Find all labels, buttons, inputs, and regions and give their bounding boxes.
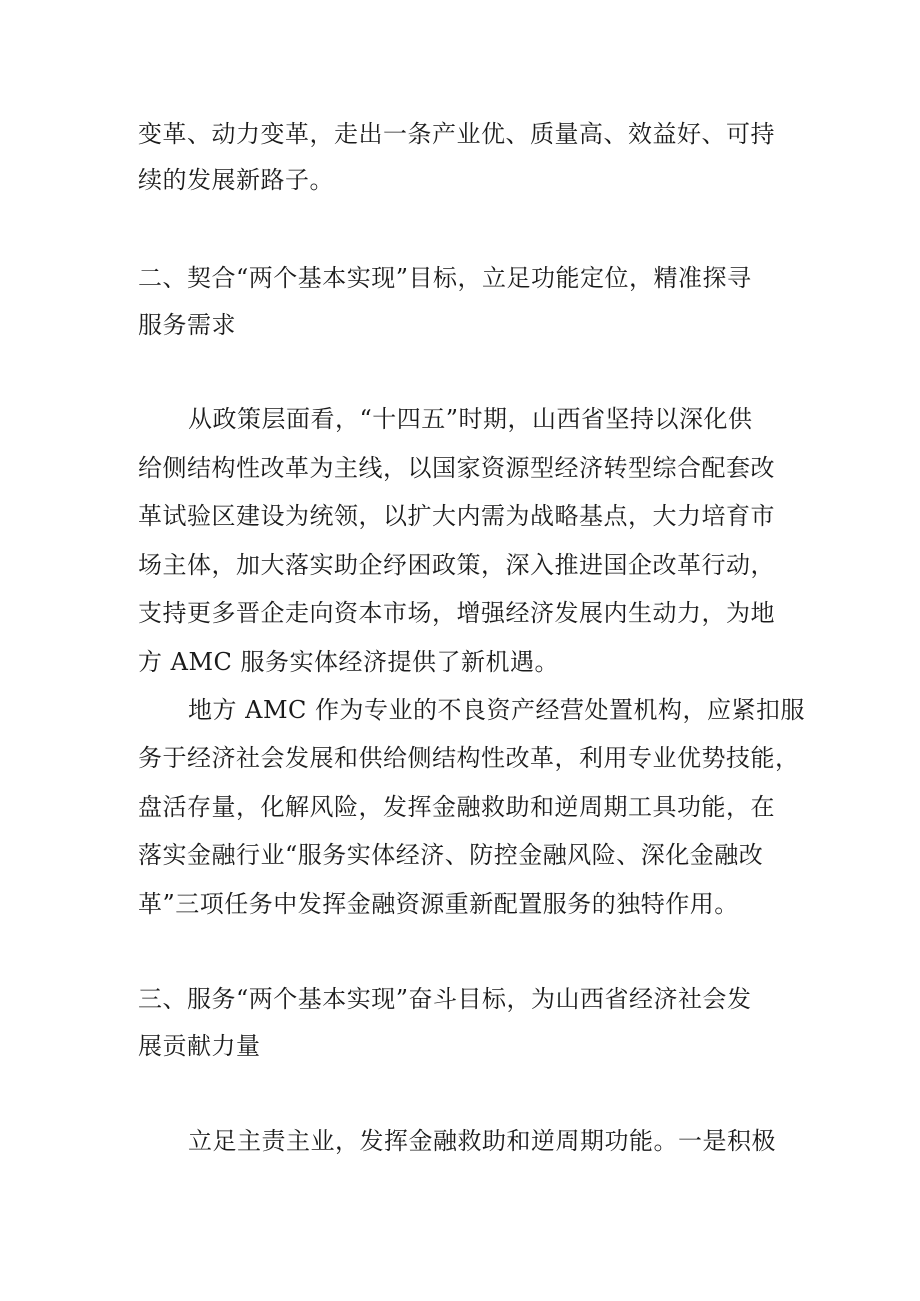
section-two-para-two-line-2: 务于经济社会发展和供给侧结构性改革，利用专业优势技能， — [138, 744, 800, 772]
section-two-para-one-line-1: 从政策层面看，“十四五”时期，山西省坚持以深化供 — [188, 405, 753, 433]
section-two-para-two-line-4: 落实金融行业“服务实体经济、防控金融风险、深化金融改 — [138, 841, 764, 869]
section-two-heading-line-2: 服务需求 — [138, 311, 236, 339]
section-three-heading-line-1: 三、服务“两个基本实现”奋斗目标，为山西省经济社会发 — [138, 985, 752, 1013]
section-two-para-two-line-3: 盘活存量，化解风险，发挥金融救助和逆周期工具功能，在 — [138, 793, 775, 821]
section-two-para-one-line-2: 给侧结构性改革为主线，以国家资源型经济转型综合配套改 — [138, 454, 775, 482]
section-two-para-one-line-5: 支持更多晋企走向资本市场，增强经济发展内生动力，为地 — [138, 599, 775, 627]
section-two-para-one-line-4: 场主体，加大落实助企纾困政策，深入推进国企改革行动， — [138, 551, 775, 579]
continuation-line-2: 续的发展新路子。 — [138, 166, 334, 194]
section-two-para-two-line-5: 革”三项任务中发挥金融资源重新配置服务的独特作用。 — [138, 890, 739, 918]
continuation-line-1: 变革、动力变革，走出一条产业优、质量高、效益好、可持 — [138, 120, 775, 148]
section-three-heading-line-2: 展贡献力量 — [138, 1032, 261, 1060]
section-two-para-one-line-3: 革试验区建设为统领，以扩大内需为战略基点，大力培育市 — [138, 502, 775, 530]
section-three-para-one-line-1: 立足主责主业，发挥金融救助和逆周期功能。一是积极 — [188, 1127, 776, 1155]
section-two-heading-line-1: 二、契合“两个基本实现”目标，立足功能定位，精准探寻 — [138, 264, 752, 292]
section-two-para-one-line-6: 方 AMC 服务实体经济提供了新机遇。 — [138, 648, 560, 676]
section-two-para-two-line-1: 地方 AMC 作为专业的不良资产经营处置机构，应紧扣服 — [188, 696, 806, 724]
